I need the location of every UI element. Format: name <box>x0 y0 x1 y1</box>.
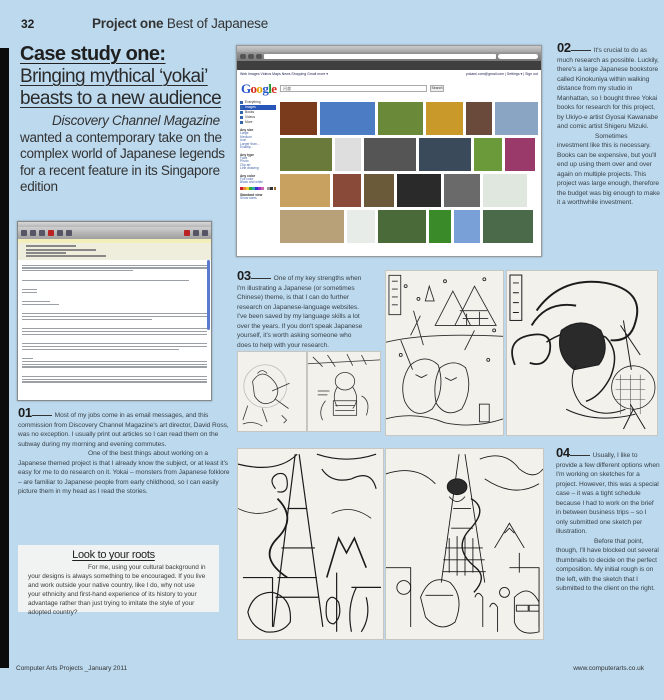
article-subtitle: Bringing mythical ‘yokai’ beasts to a new audience <box>20 66 222 109</box>
image-thumbnail <box>429 210 451 243</box>
email-body <box>18 260 211 387</box>
image-thumbnail <box>505 138 535 171</box>
image-thumbnail <box>454 210 480 243</box>
image-thumbnail <box>320 102 375 135</box>
bookmarks-bar <box>237 61 541 70</box>
color-swatches <box>240 187 276 191</box>
image-results-grid <box>280 102 538 246</box>
forward-icon <box>39 230 45 236</box>
todo-icon <box>184 230 190 236</box>
sketch-thumbnail-oni <box>237 351 307 432</box>
delete-icon <box>21 230 27 236</box>
reply-icon <box>30 230 36 236</box>
sidebar-box <box>18 545 219 616</box>
google-images-screenshot <box>236 45 542 257</box>
address-bar <box>264 54 496 59</box>
step-number: 03 <box>237 268 251 283</box>
google-account: yokami.com@gmail.com | Settings ▾ | Sign out <box>465 72 538 76</box>
google-nav-links: Web Images Videos Maps News Shopping Gmail more ▾ <box>240 72 329 76</box>
step-02: 02 It's crucial to do as much research as possible. Luckily, there's a large Japanese bookstore called Kinokuniya within walking distance from my studio in Manhattan, so I bought three Yokai books for research for this project, by Ukiyo-e artist Gyosai Kawanabe and comic artist Shigeru Mizuki. Sometimes investment like this is necessary. Books can be expensive, but you'll end up using them over and over again on multiple projects. This project was large enough, therefore the budget was big enough to make it a worthwhile investment. <box>557 40 660 206</box>
forward-icon <box>248 54 254 59</box>
sketch-tokyo-tower-rough <box>237 448 384 640</box>
image-results-row <box>280 138 538 171</box>
browser-toolbar <box>237 52 541 61</box>
browser-search-field <box>498 54 538 59</box>
image-thumbnail <box>397 174 441 207</box>
reload-icon <box>256 54 262 59</box>
image-thumbnail <box>466 102 491 135</box>
image-thumbnail <box>474 138 502 171</box>
footer-url[interactable]: www.computerarts.co.uk <box>573 665 644 672</box>
google-search-button: Search <box>431 86 443 90</box>
step-number: 04 <box>556 445 570 460</box>
running-head <box>92 16 268 31</box>
sidebar-body: For me, using your cultural background in your designs is always something to be encouraged. If you live and work outside your native country, like I do, why not use your ethnicity and first-hand experience of its history to your advantage rather than just trying to imitate the style of your adopted country? <box>28 564 206 616</box>
page-spine <box>0 48 9 668</box>
image-thumbnail <box>483 174 527 207</box>
image-results-row <box>280 174 538 207</box>
image-thumbnail <box>364 174 394 207</box>
image-thumbnail <box>495 102 538 135</box>
sketch-namahage <box>385 270 504 436</box>
email-toolbar <box>18 227 211 239</box>
image-results-row <box>280 102 538 135</box>
image-thumbnail <box>280 138 332 171</box>
step-03: 03 One of my key strengths when I'm illustrating a Japanese (or sometimes Chinese) theme, is that I can do further research on Japanese-language websites. I've been saved by my language skills a lot over the years. If you don't speak Japanese yourself, it's worth asking someone who does to help with your research. <box>237 268 363 349</box>
article-title-block <box>20 42 235 196</box>
email-scrollbar <box>207 260 210 330</box>
image-thumbnail <box>335 138 361 171</box>
image-results-row <box>280 210 538 243</box>
back-icon <box>240 54 246 59</box>
color-swatch <box>274 187 277 191</box>
image-thumbnail <box>333 174 361 207</box>
footer-publication: Computer Arts Projects _January 2011 <box>16 665 128 672</box>
sidebar-title: Look to your roots <box>72 549 155 561</box>
image-thumbnail <box>280 174 330 207</box>
image-thumbnail <box>347 210 375 243</box>
page-number: 32 <box>21 17 35 31</box>
step-number: 01 <box>18 405 32 420</box>
image-thumbnail <box>280 102 317 135</box>
standfirst-text: wanted a contemporary take on the complex world of Japanese legends for a recent feature in its Singapore edition <box>20 129 225 194</box>
search-icon <box>202 230 208 236</box>
step-04: 04 Usually, I like to provide a few different options when I'm working on sketches for a project. However, this was a special case – it was a tight schedule because I had to work on the brief in between business trips – so I only submitted one sketch per illustration. Before that point, though, I'll have blocked out several thumbnails to decide on the perfect composition. My initial rough is on the left, with the sketch that I submitted to the client on the right. <box>556 445 660 592</box>
image-thumbnail <box>483 210 533 243</box>
article-title: Case study one: <box>20 43 166 65</box>
image-thumbnail <box>419 138 471 171</box>
flag-icon <box>66 230 72 236</box>
sketch-thumbnail-kappa <box>307 351 381 432</box>
section-title: Best of Japanese <box>166 16 269 31</box>
image-thumbnail <box>280 210 344 243</box>
step-number: 02 <box>557 40 571 55</box>
email-headers <box>18 243 211 260</box>
note-icon <box>193 230 199 236</box>
image-thumbnail <box>378 102 423 135</box>
print-icon <box>57 230 63 236</box>
image-thumbnail <box>444 174 480 207</box>
google-logo: Google <box>241 81 277 96</box>
image-thumbnail <box>378 210 426 243</box>
sketch-futakuchi-onna <box>506 270 658 436</box>
step-01: 01 Most of my jobs come in as email messages, and this commission from Discovery Channel Magazine's art director, David Ross, was no exception. I usually print out articles so I can read them on the subway during my morning and evening commutes. One of the best things about working on a Japanese themed project is that I already know the subject, or at least it's easy for me to do research on it. Yokai – monsters from Japanese folklore – are familiar to Japanese people from early childhood, so I can easily picture them in my head as I read the stories. <box>18 405 230 495</box>
standfirst-magazine-name: Discovery Channel Magazine <box>52 113 220 128</box>
google-search-input: 河童 <box>280 85 427 92</box>
junk-icon <box>48 230 54 236</box>
image-thumbnail <box>426 102 463 135</box>
standfirst <box>20 113 235 196</box>
email-screenshot <box>17 221 212 401</box>
sketch-tokyo-tower-final <box>385 448 544 640</box>
google-top-nav <box>237 70 541 78</box>
section-label: Project one <box>92 16 164 31</box>
google-filter-sidebar: Everything Images Books Videos More Any size Large Medium Icon Larger than... Exactly... Any type Face Photo Clip art Line drawing Any color Full color Black and white Standard view Show sizes <box>240 100 276 201</box>
image-thumbnail <box>364 138 416 171</box>
